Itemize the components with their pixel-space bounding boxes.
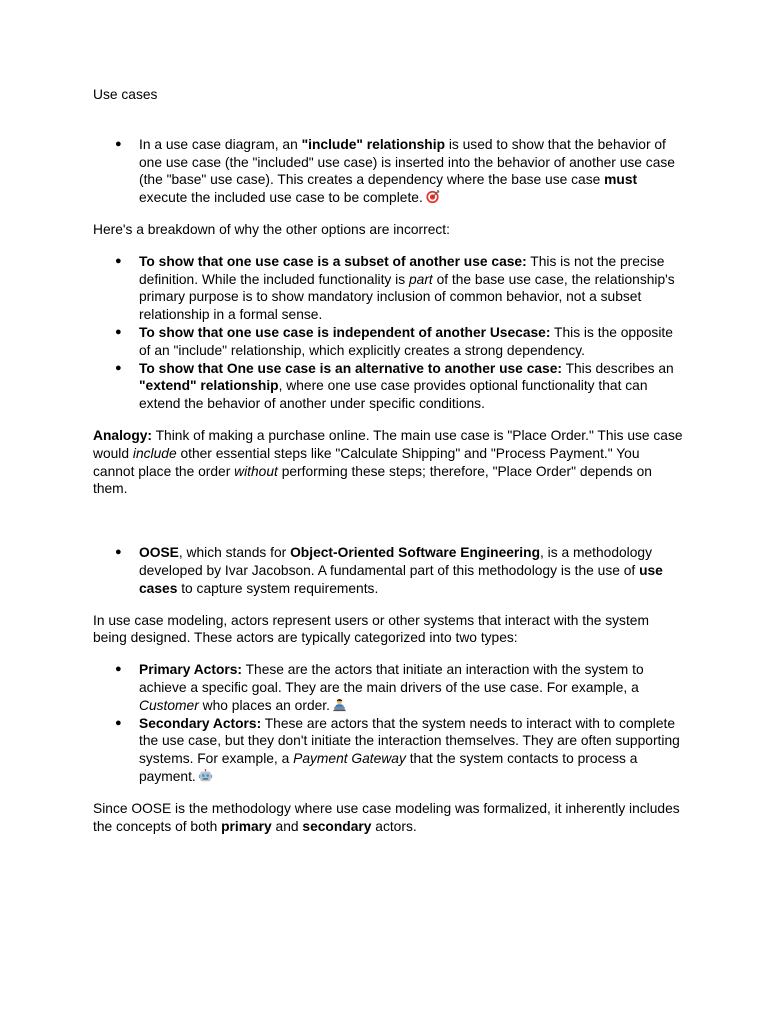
list-item: ● In a use case diagram, an "include" relationship is used to show that the behavior of one use case (the "included" use case) is inserted into the behavior of another use case (the "base" use case). This creates a dependency where the base use case must execute the included use case to be complete. (93, 136, 683, 207)
actors-intro: In use case modeling, actors represent users or other systems that interact with the system being designed. These actors are typically categorized into two types: (93, 612, 649, 646)
incorrect-options-list (93, 253, 683, 413)
oose-list (93, 544, 683, 597)
target-icon (425, 190, 440, 204)
document-body (93, 86, 683, 835)
breakdown-intro: Here's a breakdown of why the other options are incorrect: (93, 221, 450, 237)
actor-types-list (93, 661, 683, 786)
person-at-laptop-icon (332, 698, 347, 712)
list-item: ● Secondary Actors: These are actors that the system needs to interact with to complete the use case, but they don't initiate the interaction themselves. They are often supporting systems. For example, a Payment Gateway that the system contacts to process a payment. (93, 715, 683, 786)
list-item: ● Primary Actors: These are the actors that initiate an interaction with the system to achieve a specific goal. They are the main drivers of the use case. For example, a Customer who places an order. (93, 661, 683, 714)
analogy-paragraph: Analogy: Think of making a purchase online. The main use case is "Place Order." This use case would include other essential steps like "Calculate Shipping" and "Process Payment." You cannot place the order without performing these steps; therefore, "Place Order" depends on them. (93, 427, 683, 497)
list-item: ● OOSE, which stands for Object-Oriented Software Engineering, is a methodology developed by Ivar Jacobson. A fundamental part of this methodology is the use of use cases to capture system requirements. (93, 544, 683, 597)
list-item: ● To show that one use case is independent of another Usecase: This is the opposite of an "include" relationship, which explicitly creates a strong dependency. (93, 324, 683, 360)
doc-title: Use cases (93, 87, 158, 102)
include-definition-list (93, 136, 683, 207)
conclusion-paragraph: Since OOSE is the methodology where use case modeling was formalized, it inherently includes the concepts of both primary and secondary actors. (93, 800, 680, 834)
robot-icon (198, 769, 213, 783)
list-item: ● To show that one use case is a subset of another use case: This is not the precise definition. While the included functionality is part of the base use case, the relationship's primary purpose is to show mandatory inclusion of common behavior, not a subset relationship in a formal sense. (93, 253, 683, 324)
list-item: ● To show that One use case is an alternative to another use case: This describes an "extend" relationship, where one use case provides optional functionality that can extend the behavior of another under specific conditions. (93, 360, 683, 413)
